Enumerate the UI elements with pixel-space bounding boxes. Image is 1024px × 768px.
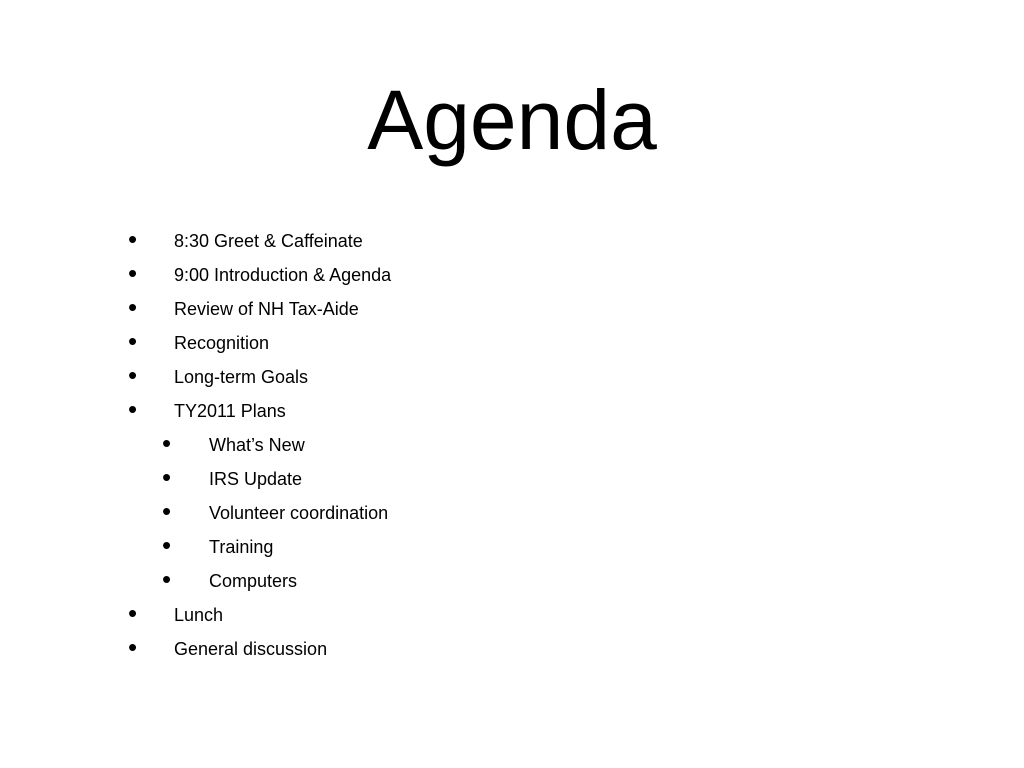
- list-item-label: Volunteer coordination: [209, 503, 389, 523]
- list-item-label: General discussion: [174, 639, 328, 659]
- list-item-label: IRS Update: [209, 469, 303, 489]
- bullet-icon: •: [128, 292, 138, 322]
- list-item-label: Long-term Goals: [174, 367, 309, 387]
- list-item-label: Training: [209, 537, 274, 557]
- bullet-icon: •: [128, 632, 138, 662]
- bullet-icon: •: [162, 564, 172, 594]
- list-item-label: Review of NH Tax-Aide: [174, 299, 359, 319]
- bullet-icon: •: [162, 428, 172, 458]
- bullet-icon: •: [128, 394, 138, 424]
- slide-title: Agenda: [367, 73, 657, 167]
- list-item-label: Lunch: [174, 605, 224, 625]
- bullet-icon: •: [128, 326, 138, 356]
- list-item-label: 8:30 Greet & Caffeinate: [174, 231, 363, 251]
- list-item-label: TY2011 Plans: [174, 401, 286, 421]
- bullet-icon: •: [162, 530, 172, 560]
- list-item-label: 9:00 Introduction & Agenda: [174, 265, 392, 285]
- bullet-icon: •: [128, 258, 138, 288]
- bullet-icon: •: [162, 496, 172, 526]
- list-item-label: What’s New: [209, 435, 305, 455]
- bullet-icon: •: [128, 224, 138, 254]
- bullet-icon: •: [128, 360, 138, 390]
- bullet-icon: •: [162, 462, 172, 492]
- list-item-label: Recognition: [174, 333, 270, 353]
- bullet-icon: •: [128, 598, 138, 628]
- list-item-label: Computers: [209, 571, 298, 591]
